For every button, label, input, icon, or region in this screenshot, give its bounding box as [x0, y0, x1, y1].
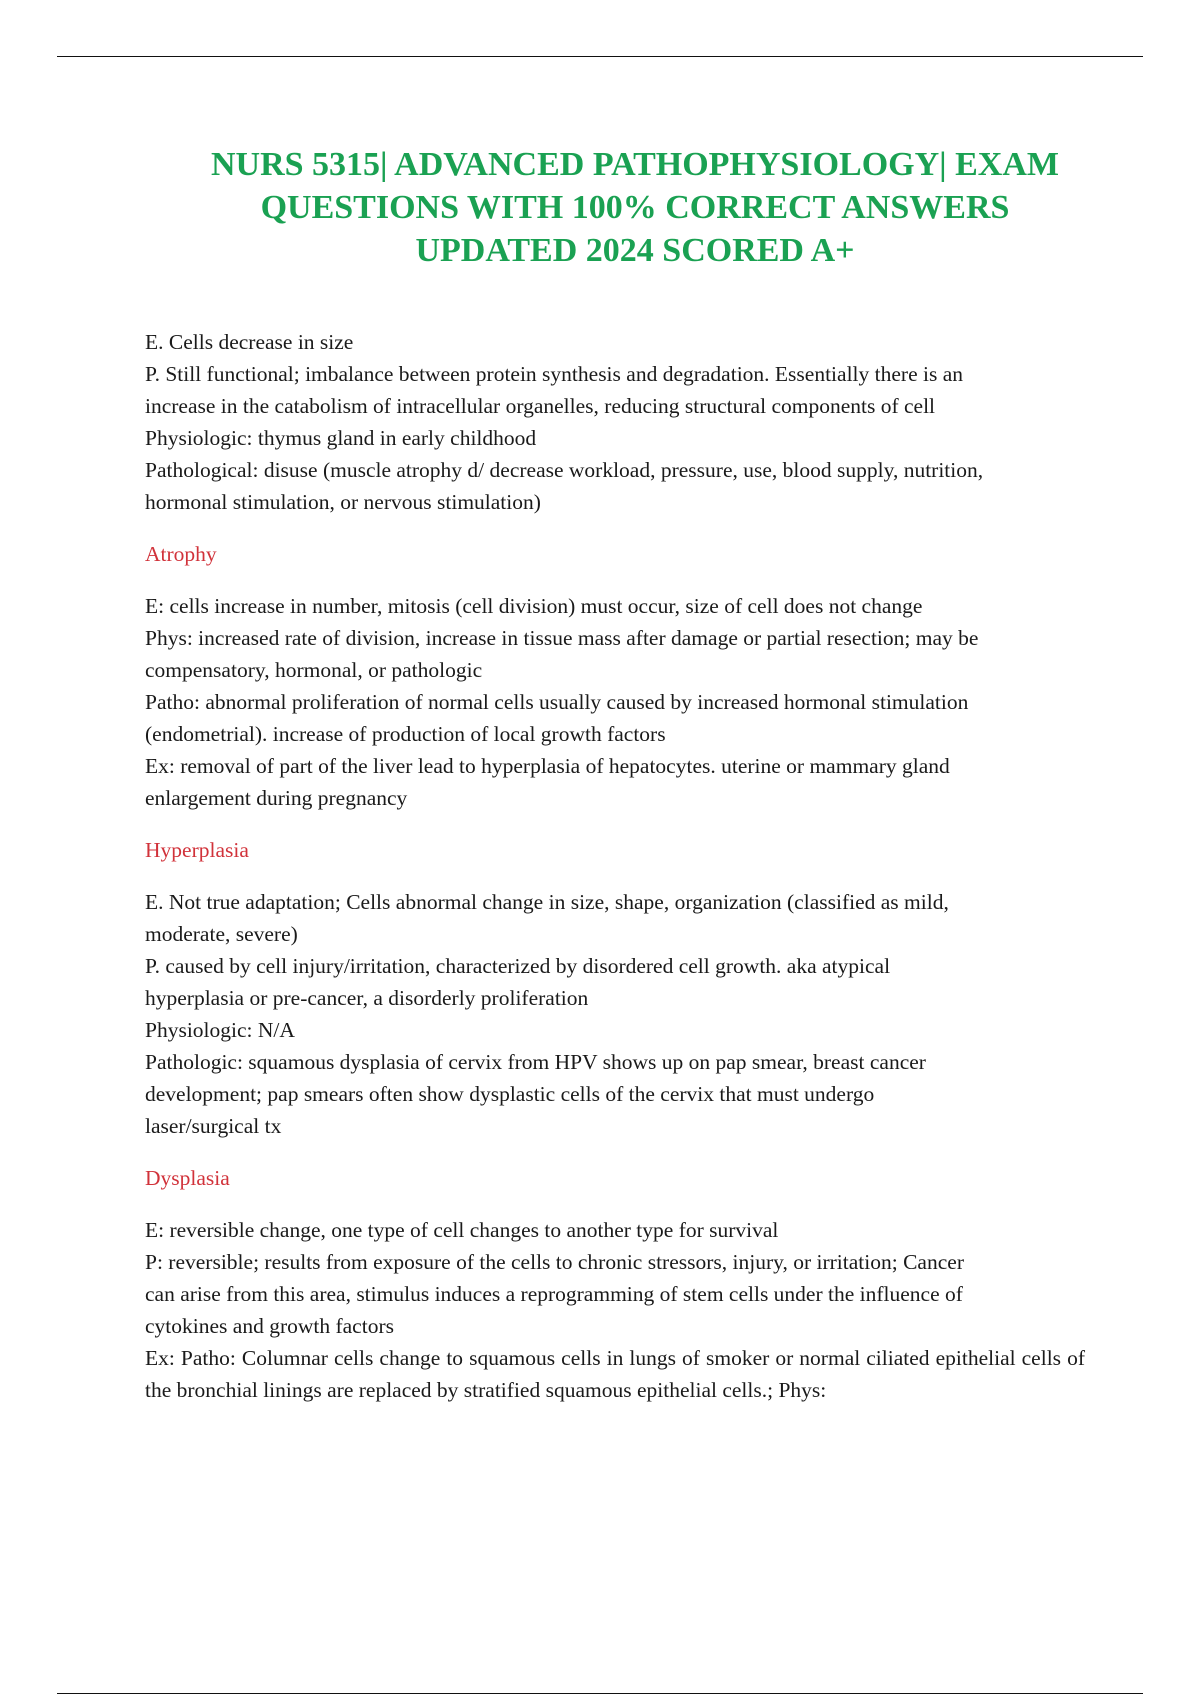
term-heading-atrophy: Atrophy	[145, 542, 217, 566]
text-line: E: cells increase in number, mitosis (cell division) must occur, size of cell does not change	[145, 594, 923, 618]
text-line: increase in the catabolism of intracellular organelles, reducing structural components of cell	[145, 394, 936, 418]
text-line: cytokines and growth factors	[145, 1314, 394, 1338]
text-line: hyperplasia or pre-cancer, a disorderly proliferation	[145, 986, 589, 1010]
text-line: enlargement during pregnancy	[145, 786, 408, 810]
text-line: Physiologic: N/A	[145, 1018, 295, 1042]
text-line: can arise from this area, stimulus induces a reprogramming of stem cells under the influence of	[145, 1282, 963, 1306]
text-line: compensatory, hormonal, or pathologic	[145, 658, 483, 682]
text-line: moderate, severe)	[145, 922, 298, 946]
text-line: Patho: abnormal proliferation of normal cells usually caused by increased hormonal stimulation	[145, 690, 969, 714]
text-line: Pathological: disuse (muscle atrophy d/ decrease workload, pressure, use, blood supply, nutrition,	[145, 458, 984, 482]
text-line: P. caused by cell injury/irritation, characterized by disordered cell growth. aka atypical	[145, 954, 891, 978]
top-rule	[57, 56, 1143, 57]
text-line: Phys: increased rate of division, increase in tissue mass after damage or partial resection; may be	[145, 626, 979, 650]
document-title	[130, 143, 1140, 272]
title-line: UPDATED 2024 SCORED A+	[415, 232, 855, 269]
term-heading-dysplasia: Dysplasia	[145, 1166, 230, 1190]
text-line: Physiologic: thymus gland in early childhood	[145, 426, 537, 450]
text-line: Ex: removal of part of the liver lead to hyperplasia of hepatocytes. uterine or mammary gland	[145, 754, 950, 778]
text-line: P: reversible; results from exposure of the cells to chronic stressors, injury, or irritation; Cancer	[145, 1250, 964, 1274]
text-line: hormonal stimulation, or nervous stimulation)	[145, 490, 541, 514]
text-line: (endometrial). increase of production of local growth factors	[145, 722, 666, 746]
text-line: E. Not true adaptation; Cells abnormal change in size, shape, organization (classified as mild,	[145, 890, 949, 914]
document-body	[145, 326, 1085, 1406]
text-line: E: reversible change, one type of cell changes to another type for survival	[145, 1218, 779, 1242]
answer-block-metaplasia	[145, 1214, 1085, 1406]
text-line: development; pap smears often show dysplastic cells of the cervix that must undergo	[145, 1082, 875, 1106]
bottom-rule	[57, 1693, 1143, 1694]
text-line: laser/surgical tx	[145, 1114, 282, 1138]
text-line: P. Still functional; imbalance between protein synthesis and degradation. Essentially there is an	[145, 362, 963, 386]
term-heading-hyperplasia: Hyperplasia	[145, 838, 249, 862]
text-line: E. Cells decrease in size	[145, 330, 354, 354]
answer-block-dysplasia	[145, 886, 1085, 1142]
text-line: Pathologic: squamous dysplasia of cervix from HPV shows up on pap smear, breast cancer	[145, 1050, 926, 1074]
answer-block-hyperplasia	[145, 590, 1085, 814]
title-line: NURS 5315| ADVANCED PATHOPHYSIOLOGY| EXAM	[210, 146, 1060, 183]
title-line: QUESTIONS WITH 100% CORRECT ANSWERS	[260, 189, 1010, 226]
text-paragraph: Ex: Patho: Columnar cells change to squamous cells in lungs of smoker or normal ciliated epithelial cells of the bronchial linings are replaced by stratified squamous epithelial cells.; Phys:	[145, 1346, 1085, 1402]
answer-block-atrophy	[145, 326, 1085, 518]
